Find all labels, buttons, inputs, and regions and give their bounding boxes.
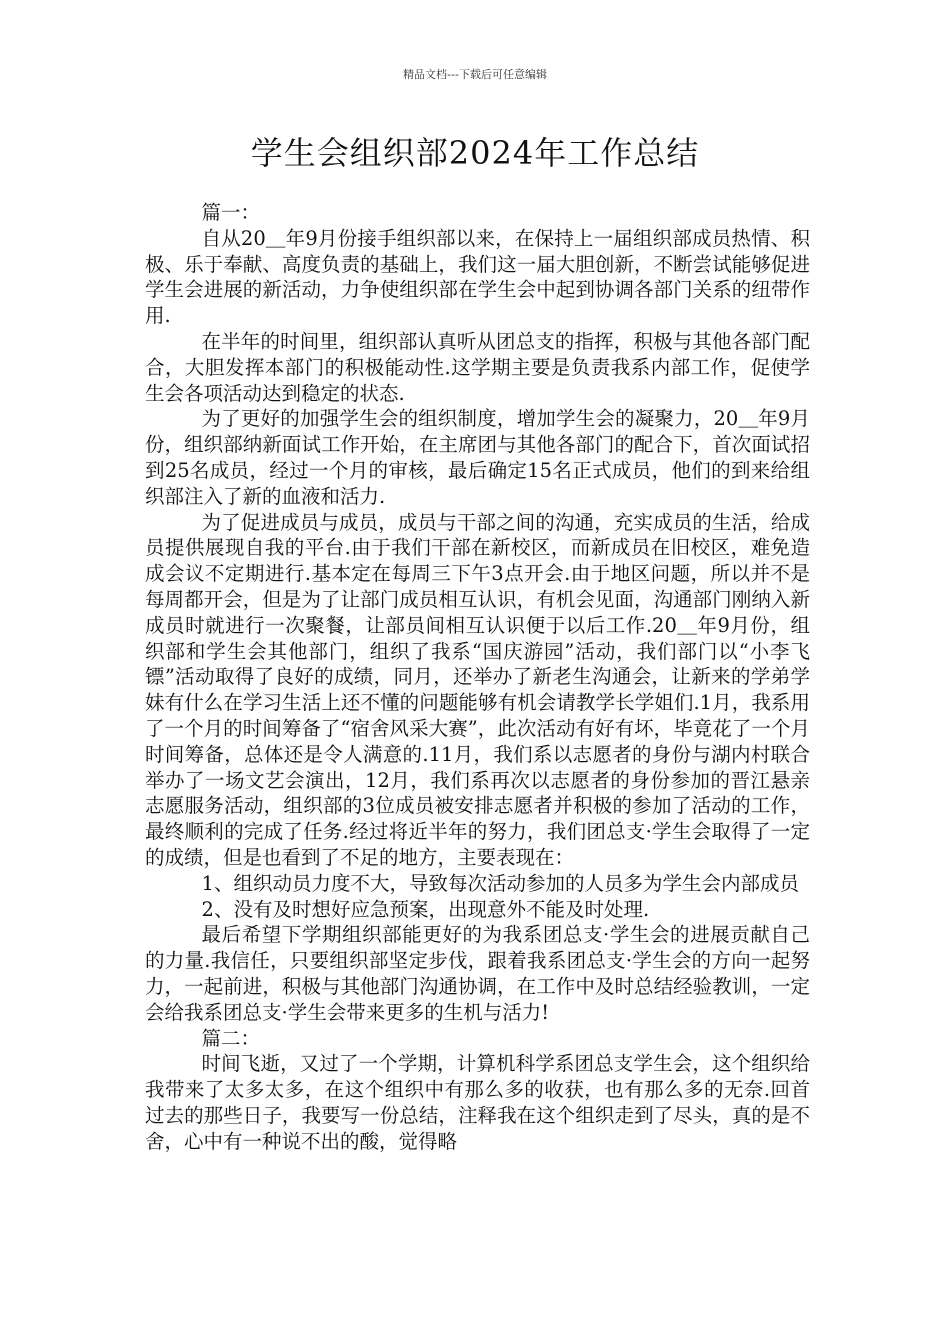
paragraph-issue-1: 1、组织动员力度不大，导致每次活动参加的人员多为学生会内部成员 bbox=[201, 871, 799, 895]
paragraph-issue-2: 2、没有及时想好应急预案，出现意外不能及时处理. bbox=[201, 897, 650, 921]
document-body bbox=[145, 200, 810, 1154]
header-note: 精品文档---下载后可任意编辑 bbox=[403, 68, 547, 81]
paragraph-part-two-intro: 时间飞逝，又过了一个学期，计算机科学系团总支学生会，这个组织给我带来了太多太多，在这个组织中有那么多的收获，也有那么多的无奈.回首过去的那些日子，我要写一份总结，注释我在这个组织走到了尽头，真的是不舍，心中有一种说不出的酸，觉得略 bbox=[145, 1052, 810, 1153]
document-title: 学生会组织部2024年工作总结 bbox=[250, 134, 700, 172]
paragraph-activities: 为了促进成员与成员，成员与干部之间的沟通，充实成员的生活，给成员提供展现自我的平台.由于我们干部在新校区，而新成员在旧校区，难免造成会议不定期进行.基本定在每周三下午3点开会.由于地区问题，所以并不是每周都开会，但是为了让部门成员相互认识，有机会见面，沟通部门刚纳入新成员时就进行一次聚餐，让部员间相互认识便于以后工作.20＿年9月份，组织部和学生会其他部门，组织了我系“国庆游园”活动，我们部门以“小李飞镖”活动取得了良好的成绩，同月，还举办了新老生沟通会，让新来的学弟学妹有什么在学习生活上还不懂的问题能够有机会请教学长学姐们.1月，我系用了一个月的时间筹备了“宿舍风采大赛”，此次活动有好有坏，毕竟花了一个月时间筹备，总体还是令人满意的.11月，我们系以志愿者的身份与湖内村联合举办了一场文艺会演出，12月，我们系再次以志愿者的身份参加的晋江悬亲志愿服务活动，组织部的3位成员被安排志愿者并积极的参加了活动的工作，最终顺利的完成了任务.经过将近半年的努力，我们团总支·学生会取得了一定的成绩，但是也看到了不足的地方，主要表现在： bbox=[145, 510, 810, 869]
paragraph-recruitment: 为了更好的加强学生会的组织制度，增加学生会的凝聚力，20＿年9月份，组织部纳新面试工作开始，在主席团与其他各部门的配合下，首次面试招到25名成员，经过一个月的审核，最后确定15名正式成员，他们的到来给组织部注入了新的血液和活力. bbox=[145, 407, 810, 508]
section-label-part-one: 篇一： bbox=[201, 201, 261, 224]
paragraph-intro: 自从20＿年9月份接手组织部以来，在保持上一届组织部成员热情、积极、乐于奉献、高度负责的基础上，我们这一届大胆创新，不断尝试能够促进学生会进展的新活动，力争使组织部在学生会中起到协调各部门关系的纽带作用. bbox=[145, 226, 810, 328]
paragraph-closing: 最后希望下学期组织部能更好的为我系团总支·学生会的进展贡献自己的力量.我信任，只要组织部坚定步伐，跟着我系团总支·学生会的方向一起努力，一起前进，积极与其他部门沟通协调，在工作中及时总结经验教训，一定会给我系团总支·学生会带来更多的生机与活力! bbox=[145, 923, 810, 1024]
section-label-part-two: 篇二： bbox=[201, 1026, 261, 1050]
paragraph-half-year: 在半年的时间里，组织部认真听从团总支的指挥，积极与其他各部门配合，大胆发挥本部门的积极能动性.这学期主要是负责我系内部工作，促使学生会各项活动达到稳定的状态. bbox=[145, 329, 810, 405]
